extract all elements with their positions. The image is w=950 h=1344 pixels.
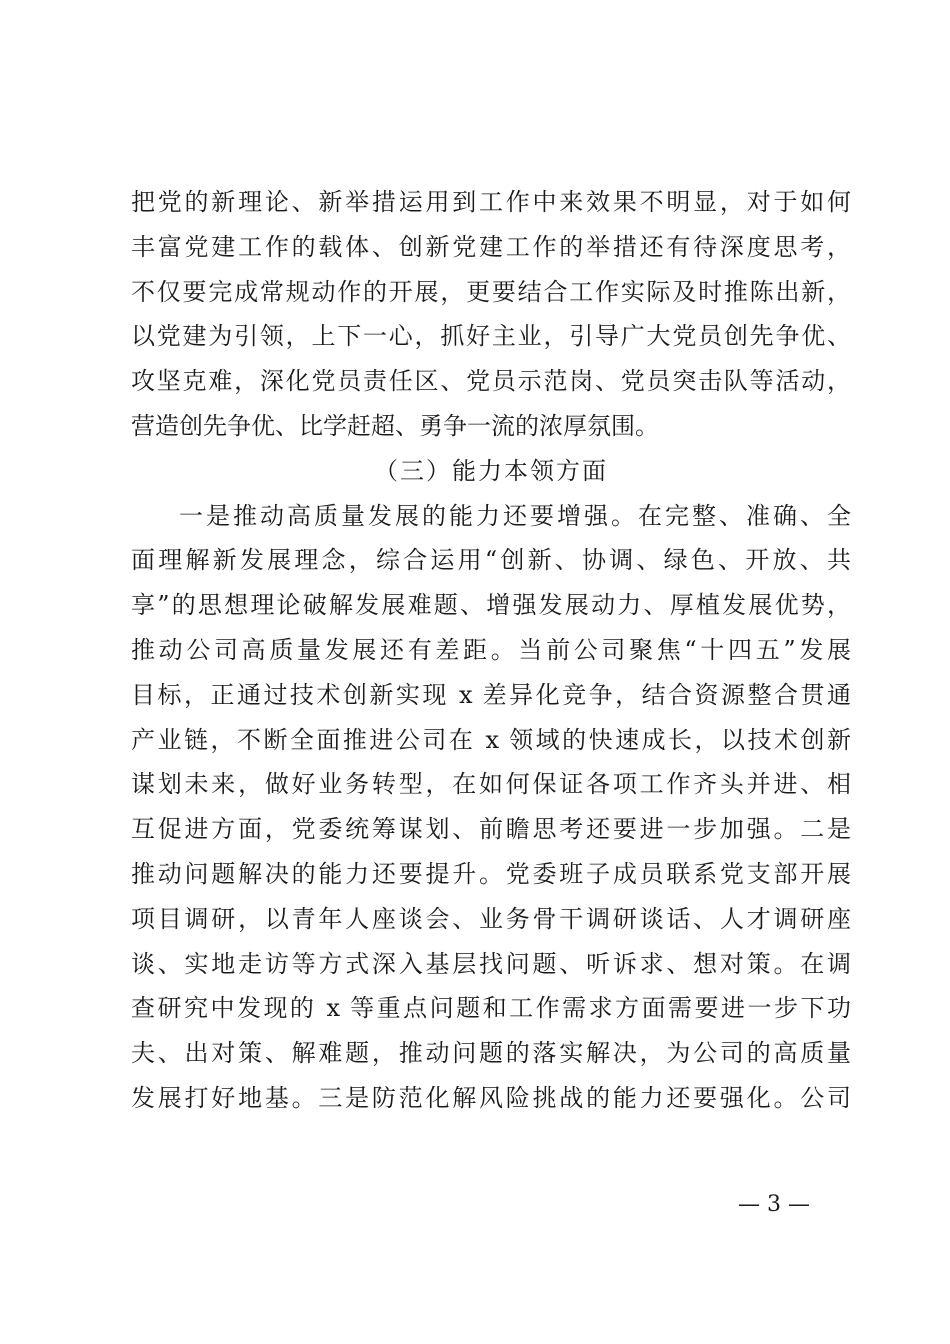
text-line: 一是推动高质量发展的能力还要增强。在完整、准确、全 bbox=[179, 501, 851, 530]
text-line: 发展打好地基。三是防范化解风险挑战的能力还要强化。公司 bbox=[131, 1083, 851, 1112]
text-line: 查研究中发现的 x 等重点问题和工作需求方面需要进一步下功 bbox=[131, 994, 851, 1023]
text-line: 目标，正通过技术创新实现 x 差异化竞争，结合资源整合贯通 bbox=[131, 680, 851, 709]
page-number: — 3 — bbox=[738, 1192, 810, 1217]
text-line: 面理解新发展理念，综合运用“创新、协调、绿色、开放、共 bbox=[131, 546, 851, 575]
text-line: 把党的新理论、新举措运用到工作中来效果不明显，对于如何 bbox=[131, 188, 851, 216]
text-line: 推动公司高质量发展还有差距。当前公司聚焦“十四五”发展 bbox=[131, 635, 851, 664]
text-line: 享”的思想理论破解发展难题、增强发展动力、厚植发展优势， bbox=[131, 591, 851, 620]
text-line: 产业链，不断全面推进公司在 x 领域的快速成长，以技术创新 bbox=[131, 725, 851, 754]
text-line: 谋划未来，做好业务转型，在如何保证各项工作齐头并进、相 bbox=[131, 770, 851, 799]
text-line: 推动问题解决的能力还要提升。党委班子成员联系党支部开展 bbox=[131, 859, 851, 888]
text-line: 以党建为引领，上下一心，抓好主业，引导广大党员创先争优、 bbox=[131, 322, 851, 351]
text-line: 不仅要完成常规动作的开展，更要结合工作实际及时推陈出新， bbox=[131, 277, 851, 306]
text-line: 谈、实地走访等方式深入基层找问题、听诉求、想对策。在调 bbox=[131, 949, 851, 978]
text-line: 攻坚克难，深化党员责任区、党员示范岗、党员突击队等活动， bbox=[131, 367, 851, 396]
text-line: 丰富党建工作的载体、创新党建工作的举措还有待深度思考， bbox=[131, 232, 851, 261]
text-line: 项目调研，以青年人座谈会、业务骨干调研谈话、人才调研座 bbox=[131, 904, 851, 933]
text-line: 营造创先争优、比学赶超、勇争一流的浓厚氛围。 bbox=[131, 411, 659, 440]
text-line: 夫、出对策、解难题，推动问题的落实解决，为公司的高质量 bbox=[131, 1039, 851, 1068]
text-line: 互促进方面，党委统筹谋划、前瞻思考还要进一步加强。二是 bbox=[131, 815, 851, 844]
section-heading: （三）能力本领方面 bbox=[374, 456, 608, 485]
body-text bbox=[131, 180, 851, 1121]
